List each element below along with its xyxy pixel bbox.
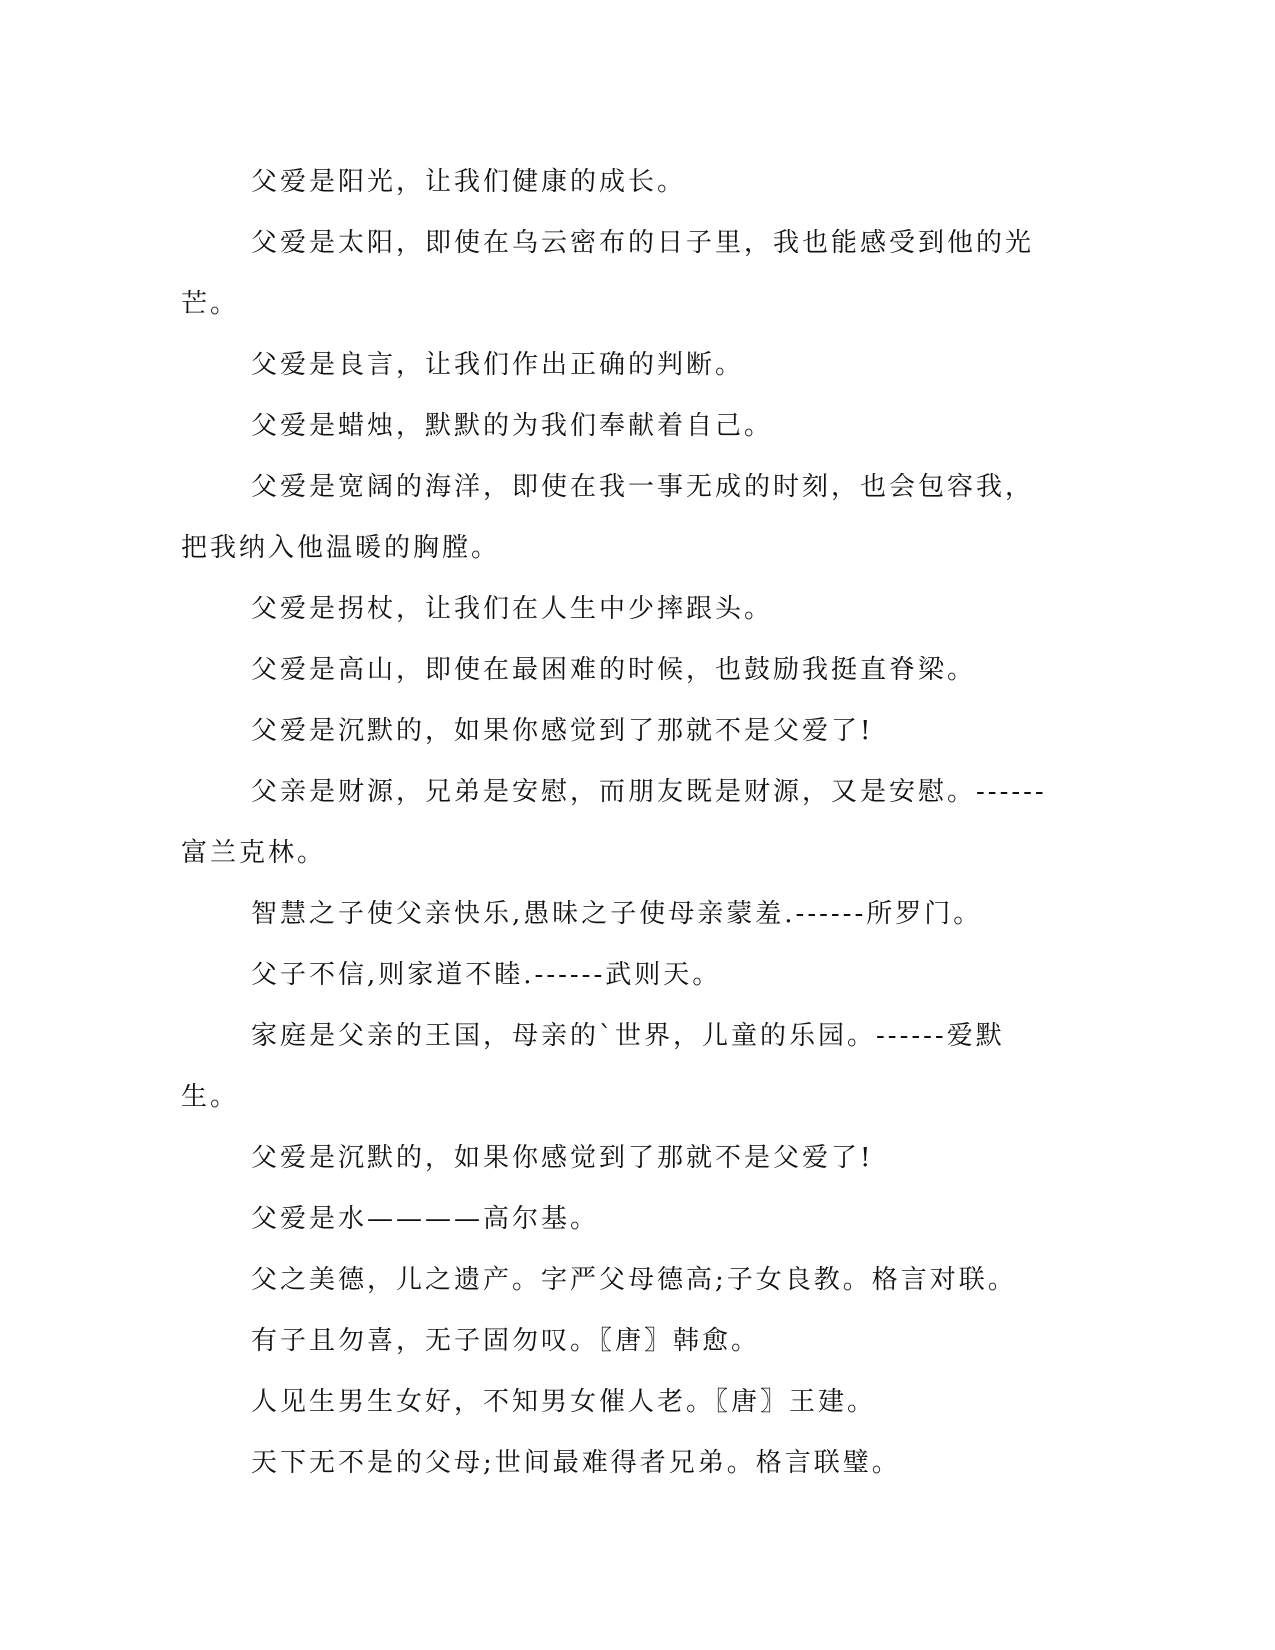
paragraph: 父爱是沉默的，如果你感觉到了那就不是父爱了!	[251, 1143, 874, 1173]
paragraph: 父爱是阳光，让我们健康的成长。	[251, 167, 687, 197]
paragraph: 父亲是财源，兄弟是安慰，而朋友既是财源，又是安慰。------富兰克林。	[181, 777, 1047, 868]
paragraph: 有子且勿喜，无子固勿叹。〖唐〗韩愈。	[251, 1326, 761, 1356]
document-body	[181, 152, 1061, 1494]
paragraph: 父爱是拐杖，让我们在人生中少摔跟头。	[251, 594, 774, 624]
paragraph: 人见生男生女好，不知男女催人老。〖唐〗王建。	[251, 1387, 877, 1417]
paragraph: 父爱是良言，让我们作出正确的判断。	[251, 350, 745, 380]
paragraph: 父爱是高山，即使在最困难的时候，也鼓励我挺直脊梁。	[251, 655, 977, 685]
paragraph: 父爱是蜡烛，默默的为我们奉献着自己。	[251, 411, 774, 441]
paragraph: 智慧之子使父亲快乐,愚昧之子使母亲蒙羞.------所罗门。	[251, 899, 983, 929]
paragraph: 父爱是水————高尔基。	[251, 1204, 600, 1234]
paragraph: 父子不信,则家道不睦.------武则天。	[251, 960, 722, 990]
paragraph: 家庭是父亲的王国，母亲的`世界，儿童的乐园。------爱默生。	[181, 1021, 1005, 1112]
paragraph: 父爱是宽阔的海洋，即使在我一事无成的时刻，也会包容我，把我纳入他温暖的胸膛。	[181, 472, 1035, 563]
paragraph: 天下无不是的父母;世间最难得者兄弟。格言联璧。	[251, 1448, 901, 1478]
paragraph: 父之美德，儿之遗产。字严父母德高;子女良教。格言对联。	[251, 1265, 1017, 1295]
paragraph: 父爱是太阳，即使在乌云密布的日子里，我也能感受到他的光芒。	[181, 228, 1035, 319]
paragraph: 父爱是沉默的，如果你感觉到了那就不是父爱了!	[251, 716, 874, 746]
